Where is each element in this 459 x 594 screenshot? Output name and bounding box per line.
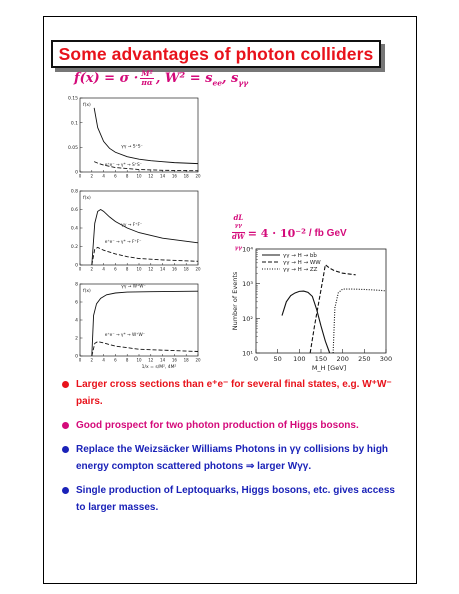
chart-panel-2 bbox=[62, 187, 202, 279]
x-tick-label: 14 bbox=[160, 357, 166, 363]
fx-formula bbox=[74, 70, 248, 88]
x-tick-label: 4 bbox=[102, 266, 105, 272]
y-tick-label: 10² bbox=[242, 314, 253, 323]
bullet-dot-icon bbox=[62, 446, 69, 453]
lumi-unit: / fb GeV bbox=[308, 227, 347, 239]
bullet-item bbox=[62, 441, 402, 475]
formula-sub-ee: ee bbox=[212, 78, 222, 88]
plot-frame bbox=[80, 98, 198, 172]
y-tick-label: 10³ bbox=[242, 280, 253, 289]
chart-panel-3 bbox=[62, 280, 202, 376]
formula-sub-gg: γγ bbox=[238, 78, 249, 88]
series-label: γγ → S⁺S⁻ bbox=[121, 144, 143, 150]
y-tick-label: 0.8 bbox=[70, 189, 78, 195]
bullet-item bbox=[62, 376, 402, 410]
x-tick-label: 18 bbox=[183, 266, 189, 272]
x-tick-label: 2 bbox=[90, 173, 94, 179]
bullet-text: Replace the Weizsäcker Williams Photons in γγ collisions by high energy compton scattered photons ⇒ larger Wγγ. bbox=[76, 444, 389, 472]
x-tick-label: 250 bbox=[358, 355, 371, 363]
formula-rhs: , W² = s bbox=[155, 71, 213, 86]
bullet-text: Single production of Leptoquarks, Higgs bosons, etc. gives access to larger masses. bbox=[76, 485, 395, 513]
y-tick-label: 0.15 bbox=[67, 96, 78, 102]
series-line bbox=[92, 291, 198, 356]
bullet-dot-icon bbox=[62, 487, 69, 494]
x-tick-label: 0 bbox=[78, 173, 82, 179]
y-tick-label: 8 bbox=[75, 282, 78, 288]
x-tick-label: 200 bbox=[336, 355, 349, 363]
y-tick-label: 0.05 bbox=[67, 146, 78, 152]
x-tick-label: 18 bbox=[183, 173, 189, 179]
y-tick-label: 0 bbox=[75, 170, 78, 176]
series-label: e⁺e⁻ → γ* → W⁺W⁻ bbox=[104, 333, 145, 339]
x-tick-label: 12 bbox=[148, 357, 154, 363]
x-axis-label: M_H [GeV] bbox=[311, 364, 347, 372]
x-tick-label: 150 bbox=[314, 355, 328, 363]
series-label: γγ → F⁺F⁻ bbox=[121, 223, 143, 229]
x-tick-label: 4 bbox=[102, 357, 105, 363]
y-tick-label: 0 bbox=[75, 263, 78, 269]
y-tick-label: 0.1 bbox=[70, 121, 78, 127]
y-tick-label: 0.4 bbox=[70, 226, 78, 232]
x-tick-label: 6 bbox=[114, 357, 117, 363]
x-tick-label: 14 bbox=[160, 173, 166, 179]
x-tick-label: 10 bbox=[136, 357, 142, 363]
x-tick-label: 2 bbox=[90, 357, 94, 363]
page-title: Some advantages of photon colliders bbox=[58, 43, 374, 64]
bullet-list bbox=[62, 376, 402, 523]
x-tick-label: 10 bbox=[136, 173, 142, 179]
x-tick-label: 300 bbox=[379, 355, 393, 363]
series-line bbox=[94, 108, 198, 164]
x-tick-label: 8 bbox=[125, 357, 129, 363]
lumi-num bbox=[232, 214, 245, 233]
formula-frac-num: M² bbox=[141, 69, 153, 78]
x-tick-label: 100 bbox=[293, 355, 306, 363]
x-tick-label: 16 bbox=[171, 173, 177, 179]
lumi-num-sup: γγ bbox=[234, 223, 243, 229]
chart-higgs-events bbox=[228, 243, 394, 375]
legend-label: γγ → H → WW bbox=[283, 260, 321, 266]
y-tick-label: 10¹ bbox=[242, 349, 253, 358]
x-tick-label: 10 bbox=[136, 266, 142, 272]
bullet-item bbox=[62, 482, 402, 516]
series-label: e⁺e⁻ → γ* → F⁺F⁻ bbox=[104, 239, 142, 245]
bullet-dot-icon bbox=[62, 381, 69, 388]
x-tick-label: 20 bbox=[195, 357, 201, 363]
title-box bbox=[51, 40, 381, 68]
y-axis-label: f(x) bbox=[83, 103, 91, 108]
x-tick-label: 6 bbox=[114, 173, 117, 179]
x-tick-label: 20 bbox=[195, 173, 201, 179]
x-tick-label: 0 bbox=[78, 266, 82, 272]
chart-panel-1 bbox=[62, 94, 202, 186]
bullet-text: Larger cross sections than e⁺e⁻ for several final states, e.g. W⁺W⁻ pairs. bbox=[76, 379, 392, 407]
y-tick-label: 0 bbox=[75, 354, 78, 360]
y-tick-label: 0.6 bbox=[70, 208, 78, 214]
bullet-dot-icon bbox=[62, 422, 69, 429]
y-axis-label: f(x) bbox=[83, 289, 91, 294]
x-tick-label: 4 bbox=[102, 173, 105, 179]
formula-sep: , s bbox=[221, 71, 239, 86]
lumi-den-text: dW bbox=[232, 232, 245, 242]
formula-frac-den: πα bbox=[141, 78, 153, 87]
y-tick-label: 10⁴ bbox=[242, 245, 253, 254]
legend-label: γγ → H → ZZ bbox=[283, 267, 318, 273]
series-label: e⁺e⁻ → γ* → S⁺S⁻ bbox=[104, 163, 142, 169]
plot-frame bbox=[80, 284, 198, 356]
formula-lhs: f(x) = σ · bbox=[74, 71, 139, 86]
x-tick-label: 0 bbox=[78, 357, 82, 363]
x-tick-label: 16 bbox=[171, 357, 177, 363]
series-line bbox=[333, 289, 386, 353]
lumi-value: = 4 · 10⁻² bbox=[247, 226, 306, 240]
bullet-item bbox=[62, 417, 402, 434]
lumi-den-sub: γγ bbox=[234, 245, 243, 252]
x-axis-label: 1/x = s/M², 4M² bbox=[141, 365, 177, 370]
lumi-num-text: dL bbox=[233, 213, 244, 222]
series-line bbox=[92, 210, 198, 266]
formula-fraction bbox=[140, 70, 154, 87]
plot-frame bbox=[256, 249, 386, 353]
legend-label: γγ → H → bb̄ bbox=[283, 253, 317, 259]
x-tick-label: 18 bbox=[183, 357, 189, 363]
x-tick-label: 16 bbox=[171, 266, 177, 272]
chart-panel-higgs bbox=[228, 243, 394, 375]
chart-scalar bbox=[62, 94, 202, 186]
series-line bbox=[282, 291, 330, 353]
y-tick-label: 6 bbox=[75, 300, 78, 306]
x-tick-label: 12 bbox=[148, 173, 154, 179]
chart-fermion bbox=[62, 187, 202, 279]
y-axis-label: f(x) bbox=[83, 196, 91, 201]
y-tick-label: 0.2 bbox=[70, 245, 78, 251]
x-tick-label: 2 bbox=[90, 266, 94, 272]
x-tick-label: 8 bbox=[125, 266, 129, 272]
x-tick-label: 20 bbox=[195, 266, 201, 272]
x-tick-label: 8 bbox=[125, 173, 129, 179]
x-tick-label: 50 bbox=[273, 355, 282, 363]
x-tick-label: 14 bbox=[160, 266, 166, 272]
series-label: γγ → W⁺W⁻ bbox=[121, 284, 146, 290]
y-tick-label: 4 bbox=[75, 318, 78, 324]
series-line bbox=[92, 342, 198, 356]
bullet-text: Good prospect for two photon production of Higgs bosons. bbox=[76, 420, 359, 431]
chart-wboson bbox=[62, 280, 202, 376]
series-line bbox=[92, 247, 198, 265]
y-tick-label: 2 bbox=[75, 336, 78, 342]
y-axis-label: Number of Events bbox=[231, 271, 239, 331]
x-tick-label: 0 bbox=[253, 355, 259, 363]
x-tick-label: 6 bbox=[114, 266, 117, 272]
x-tick-label: 12 bbox=[148, 266, 154, 272]
